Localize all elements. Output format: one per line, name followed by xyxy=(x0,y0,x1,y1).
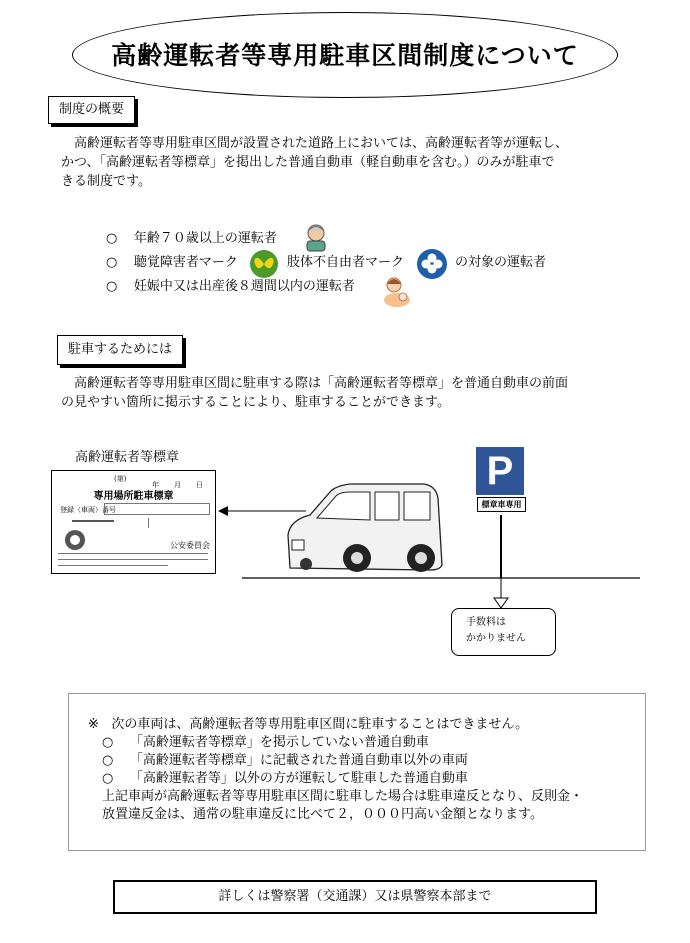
notice-intro: 次の車両は、高齢運転者等専用駐車区間に駐車することはできません。 xyxy=(111,717,529,732)
parking-illustration xyxy=(210,440,650,610)
section-overview-heading: 制度の概要 xyxy=(48,96,135,124)
notice-tail-line: 上記車両が高齢運転者等専用駐車区間に駐車した場合は駐車違反となり、反則金・ xyxy=(102,789,584,804)
notice-item-text: 「高齢運転者等」以外の方が運転して駐車した普通自動車 xyxy=(129,771,468,786)
parking-sign: P xyxy=(476,447,524,495)
list-item xyxy=(106,229,277,249)
notice-tail-line: 放置違反金は、通常の駐車違反に比べて２，０００円高い金額となります。 xyxy=(102,807,543,822)
fee-callout xyxy=(451,608,556,656)
sticker-registration-label: 登録（車両）番号 xyxy=(60,506,116,514)
parking-paragraph xyxy=(61,374,568,412)
footer-contact: 詳しくは警察署（交通課）又は県警察本部まで xyxy=(113,880,597,914)
hearing-impaired-mark-icon xyxy=(249,249,279,279)
list-item xyxy=(106,253,238,273)
notice-intro-row xyxy=(88,716,583,734)
callout-arrow-head xyxy=(494,598,508,608)
notice-content xyxy=(88,716,583,824)
sticker-text-block xyxy=(148,518,175,528)
sticker-caption: 高齢運転者等標章 xyxy=(75,450,180,465)
sticker-day: 日 xyxy=(196,481,203,489)
item-physical: 肢体不自由者マーク xyxy=(287,255,405,270)
bullet: ○ xyxy=(106,255,118,270)
bullet: ○ xyxy=(102,771,114,786)
parking-line: 高齢運転者等専用駐車区間に駐車する際は「高齢運転者等標章」を普通自動車の前面 xyxy=(74,376,569,391)
sticker-fine-print-line xyxy=(58,565,168,566)
notice-item-text: 「高齢運転者等標章」を掲示していない普通自動車 xyxy=(129,735,429,750)
item-hearing: 聴覚障害者マーク xyxy=(133,255,238,270)
bullet: ○ xyxy=(106,279,118,294)
car-illustration xyxy=(288,484,442,572)
overview-paragraph xyxy=(61,134,568,191)
notice-mark: ※ xyxy=(88,717,99,732)
page-title: 高齢運転者等専用駐車区間制度について xyxy=(111,41,579,70)
item-elderly: 年齢７０歳以上の運転者 xyxy=(133,231,277,246)
sticker-number-label: (第) xyxy=(114,475,127,483)
overview-line: かつ、「高齢運転者等標章」を掲出した普通自動車（軽自動車を含む。）のみが駐車で xyxy=(61,155,555,170)
overview-line: きる制度です。 xyxy=(61,174,151,189)
sticker-fine-print-line xyxy=(58,559,208,560)
bullet: ○ xyxy=(106,231,118,246)
sticker-title: 専用場所駐車標章 xyxy=(93,491,174,502)
section-parking-heading: 駐車するためには xyxy=(57,335,183,365)
sticker-year: 年 xyxy=(152,481,159,489)
sticker-fine-print-line xyxy=(58,553,208,554)
list-item xyxy=(106,277,355,297)
parking-line: の見やすい箇所に掲示することにより、駐車することができます。 xyxy=(61,395,450,410)
sticker-month: 月 xyxy=(174,481,181,489)
overview-line: 高齢運転者等専用駐車区間が設置された道路上においては、高齢運転者等が運転し、 xyxy=(74,136,569,151)
item-target: の対象の運転者 xyxy=(455,255,547,270)
bullet: ○ xyxy=(102,753,114,768)
notice-item xyxy=(88,734,583,752)
elderly-person-icon xyxy=(302,222,330,252)
item-pregnancy: 妊娠中又は出産後８週間以内の運転者 xyxy=(133,279,355,294)
notice-item xyxy=(88,752,583,770)
physically-disabled-mark-icon xyxy=(416,248,448,280)
sticker-registration-field xyxy=(104,503,210,515)
bullet: ○ xyxy=(102,735,114,750)
prefecture-emblem-icon xyxy=(62,529,88,551)
arrow-head xyxy=(218,506,228,516)
sticker-text-line xyxy=(72,520,114,522)
fee-line: 手数料は xyxy=(466,617,506,628)
mother-baby-icon xyxy=(380,276,414,308)
sign-plate: 標章車専用 xyxy=(477,497,526,512)
notice-item xyxy=(88,770,583,788)
fee-line: かかりません xyxy=(466,633,526,644)
notice-item-text: 「高齢運転者等標章」に記載された普通自動車以外の車両 xyxy=(129,753,468,768)
sticker-issuer: 公安委員会 xyxy=(170,541,210,550)
sticker-image xyxy=(51,470,216,574)
